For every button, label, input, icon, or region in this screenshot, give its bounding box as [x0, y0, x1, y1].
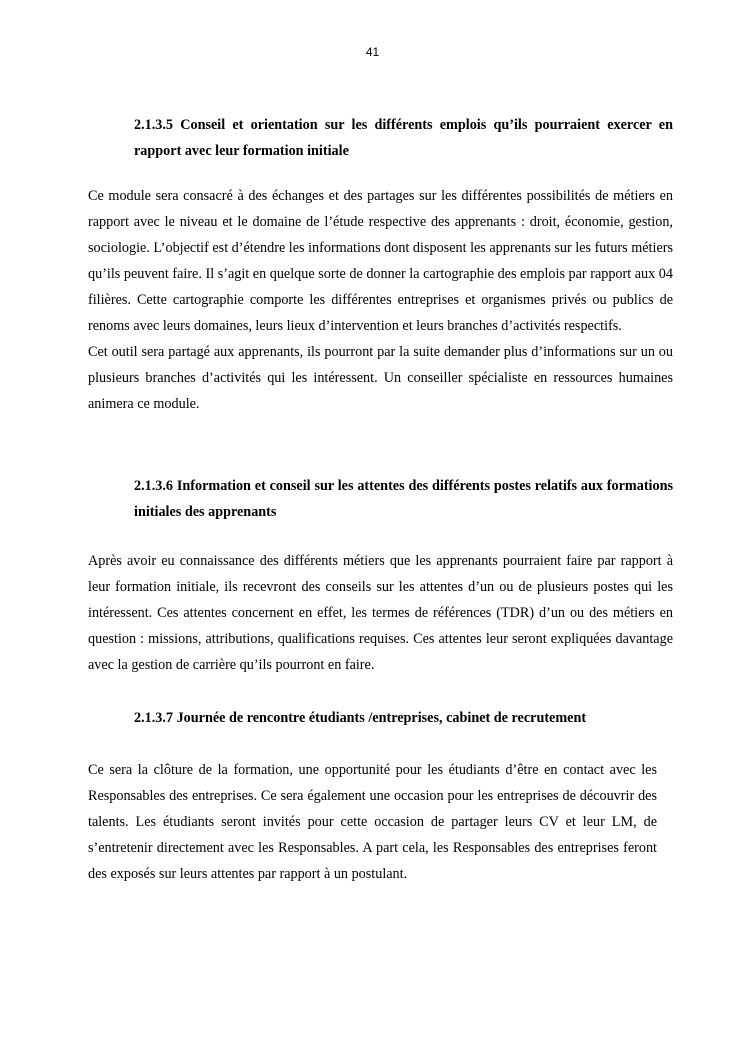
paragraph: Après avoir eu connaissance des différents métiers que les apprenants pourraient faire par rapport à leur formation initiale, ils recevront des conseils sur les attentes d’un ou de plusieurs postes qui les intéressent. Ces attentes concernent en effet, les termes de références (TDR) d’un ou des métiers en question : missions, attributions, qualifications requises. Ces attentes leur seront expliquées davantage avec la gestion de carrière qu’ils pourront en faire.: [88, 553, 673, 673]
section-heading-2-1-3-6: 2.1.3.6 Information et conseil sur les attentes des différents postes relatifs aux formations initiales des apprenants: [134, 478, 673, 520]
section-heading-2-1-3-7: 2.1.3.7 Journée de rencontre étudiants /entreprises, cabinet de recrutement: [134, 710, 587, 726]
paragraph: Cet outil sera partagé aux apprenants, ils pourront par la suite demander plus d’informations sur un ou plusieurs branches d’activités qui les intéressent. Un conseiller spécialiste en ressources humaines animera ce module.: [88, 344, 673, 412]
section-body-2-1-3-7: [88, 757, 657, 887]
section-body-2-1-3-6: [88, 548, 673, 678]
paragraph: Ce sera la clôture de la formation, une opportunité pour les étudiants d’être en contact avec les Responsables des entreprises. Ce sera également une occasion pour les entreprises de découvrir des talents. Les étudiants seront invités pour cette occasion de partager leurs CV et leur LM, de s’entretenir directement avec les Responsables. A part cela, les Responsables des entreprises feront des exposés sur leurs attentes par rapport à un postulant.: [88, 762, 657, 882]
page-number: 41: [365, 45, 380, 59]
section-heading-2-1-3-5: 2.1.3.5 Conseil et orientation sur les différents emplois qu’ils pourraient exercer en rapport avec leur formation initiale: [134, 117, 673, 159]
paragraph: Ce module sera consacré à des échanges et des partages sur les différentes possibilités de métiers en rapport avec le niveau et le domaine de l’étude respective des apprenants : droit, économie, gestion, sociologie. L’objectif est d’étendre les informations dont disposent les apprenants sur les futurs métiers qu’ils peuvent faire. Il s’agit en quelque sorte de donner la cartographie des emplois par rapport aux 04 filières. Cette cartographie comporte les différentes entreprises et organismes privés ou publics de renoms avec leurs domaines, leurs lieux d’intervention et leurs branches d’activités respectifs.: [88, 188, 673, 334]
section-body-2-1-3-5: [88, 183, 673, 417]
